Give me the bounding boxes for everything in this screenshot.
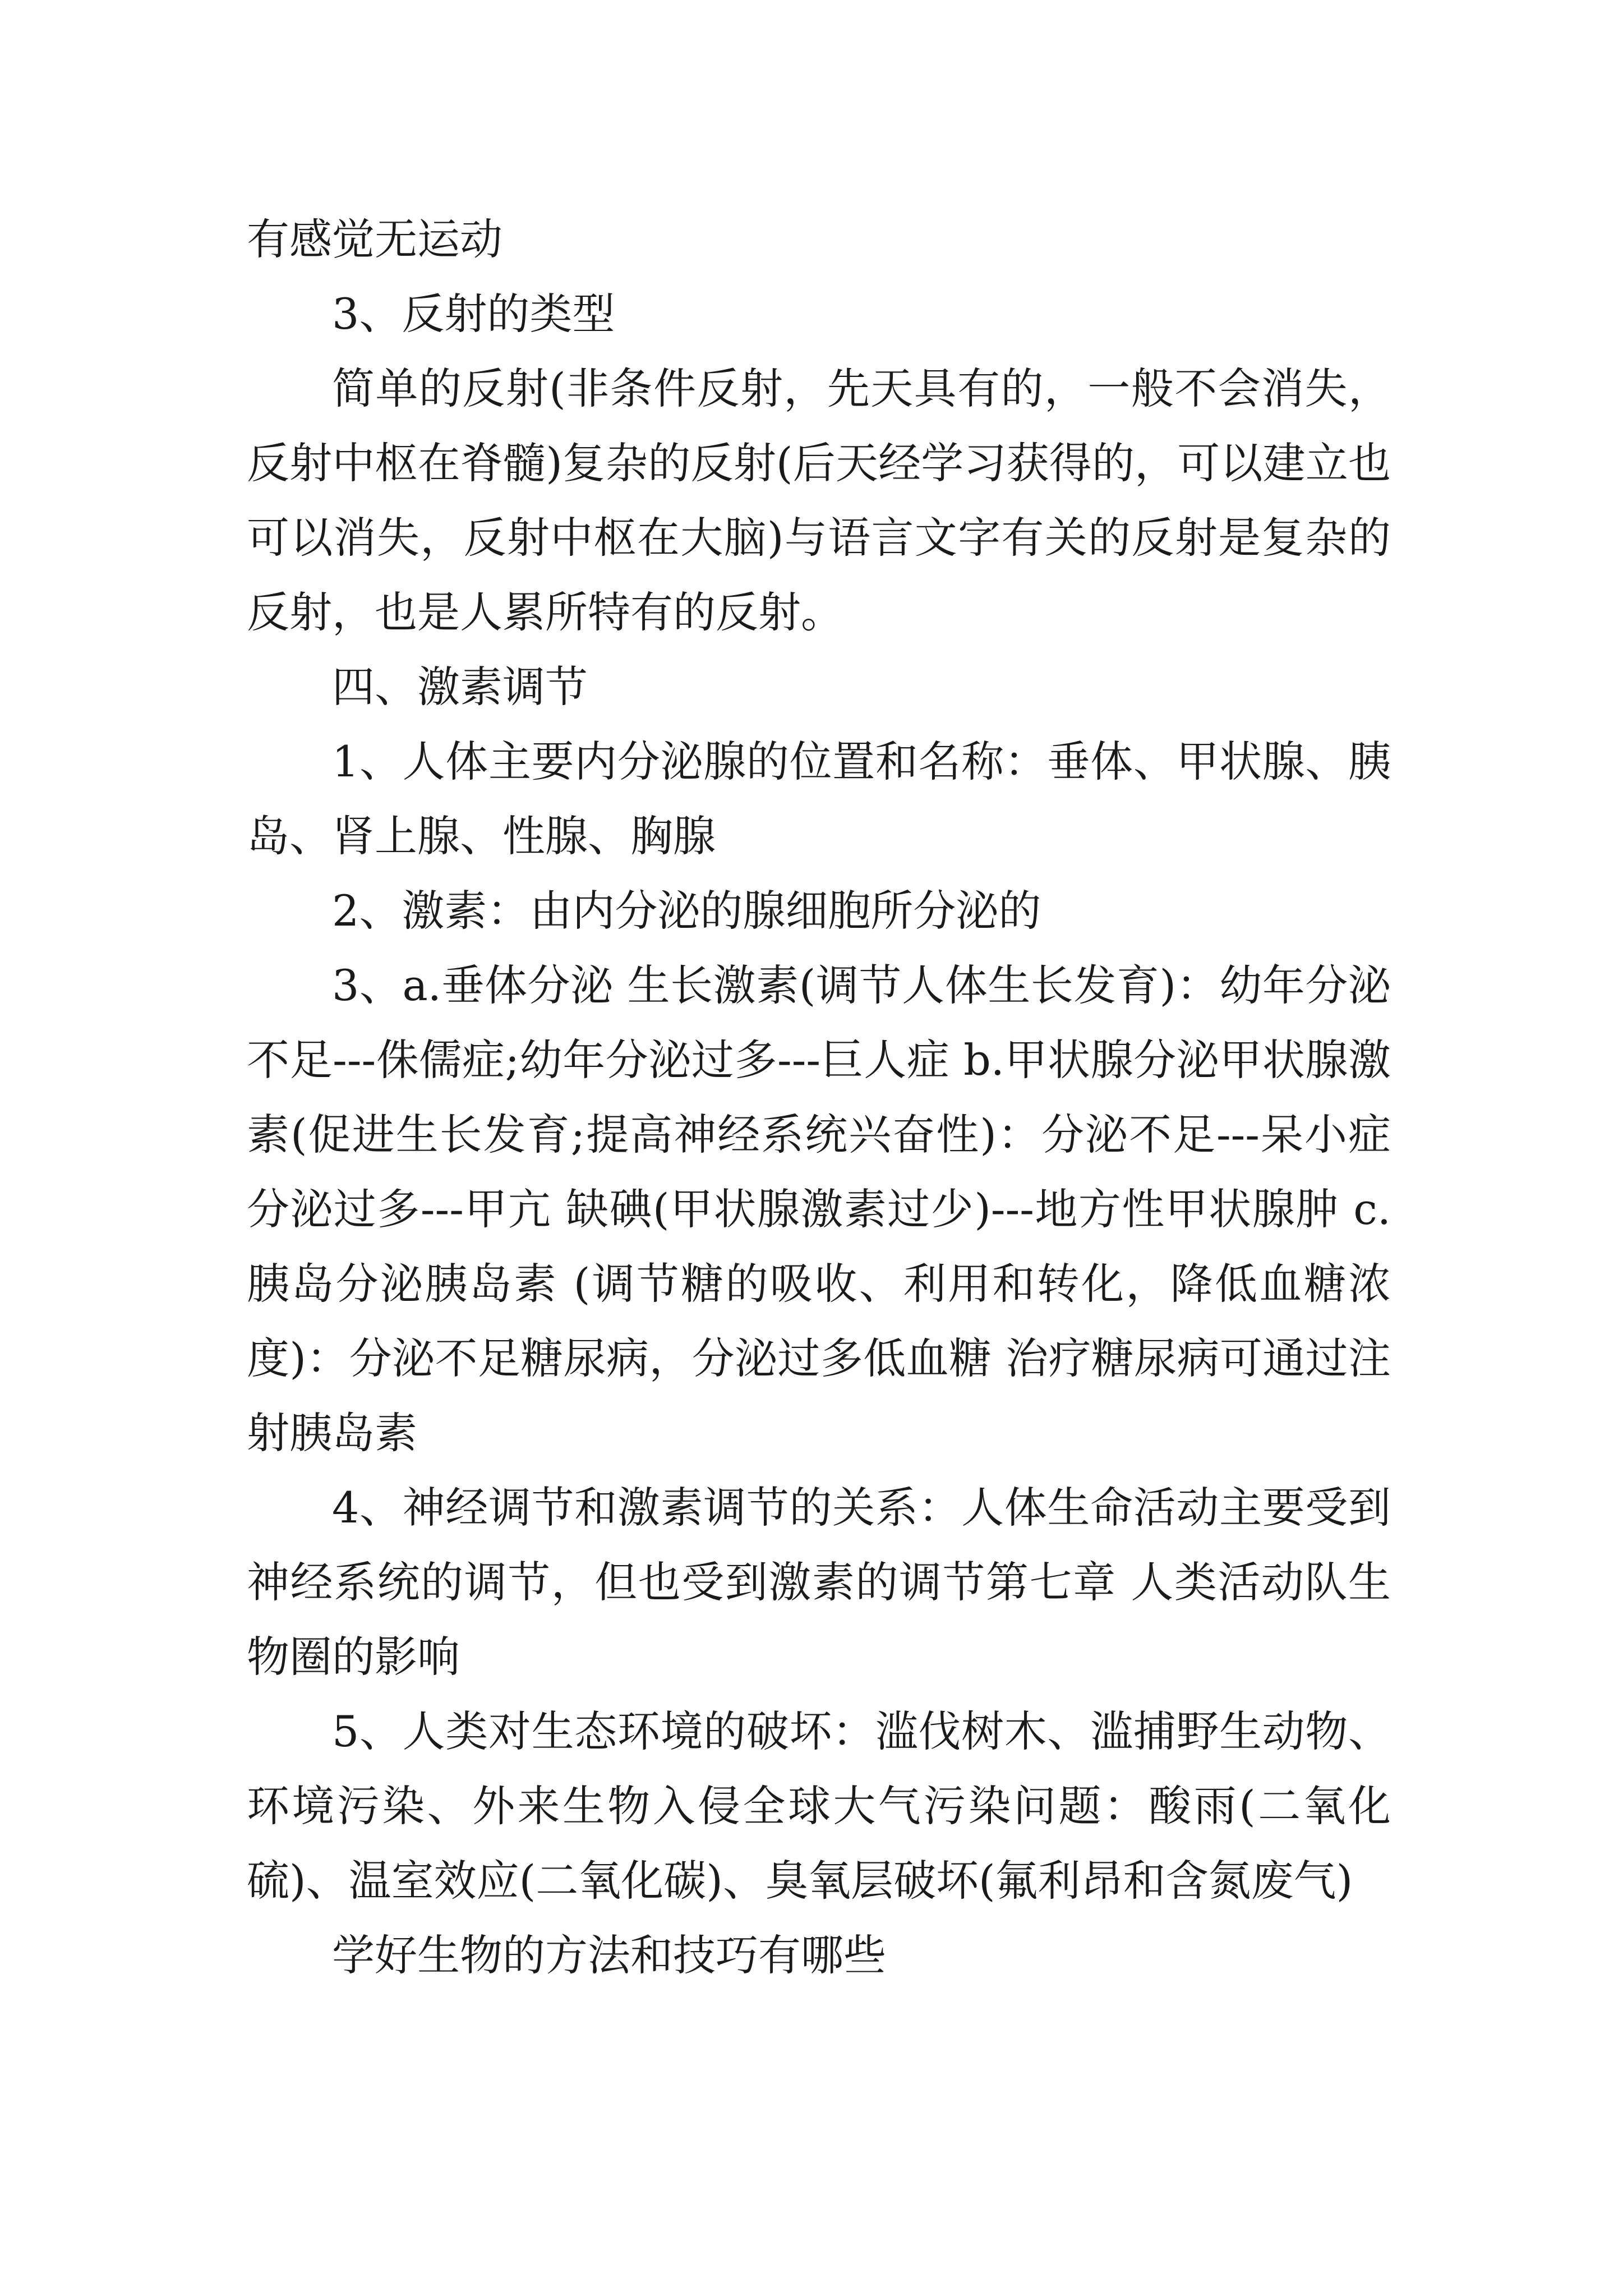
- paragraph-hormone-definition: 2、激素：由内分泌的腺细胞所分泌的: [332, 886, 1041, 936]
- paragraph-hormone-details: 3、a.垂体分泌 生长激素(调节人体生长发育)：幼年分泌不足---侏儒症;幼年分泌过多---巨人症 b.甲状腺分泌甲状腺激素(促进生长发育;提高神经系统兴奋性)：分泌不足---呆小症 分泌过多---甲亢 缺碘(甲状腺激素过少)---地方性甲状腺肿 c.胰岛分泌胰岛素 (调节糖的吸收、利用和转化，降低血糖浓度)：分泌不足糖尿病，分泌过多低血糖 治疗糖尿病可通过注射胰岛素: [247, 960, 1391, 1458]
- paragraph-reflex-types-heading: 3、反射的类型: [332, 289, 615, 339]
- paragraph-reflex-types-body: 简单的反射(非条件反射，先天具有的，一般不会消失，反射中枢在脊髓)复杂的反射(后天经学习获得的，可以建立也可以消失，反射中枢在大脑)与语言文字有关的反射是复杂的反射，也是人累所特有的反射。: [247, 364, 1391, 637]
- paragraph-nervous-hormone-relation: 4、神经调节和激素调节的关系：人体生命活动主要受到神经系统的调节，但也受到激素的调节第七章 人类活动队生物圈的影响: [247, 1483, 1391, 1682]
- paragraph-study-methods-title: 学好生物的方法和技巧有哪些: [332, 1930, 886, 1980]
- paragraph-endocrine-glands: 1、人体主要内分泌腺的位置和名称：垂体、甲状腺、胰岛、肾上腺、性腺、胸腺: [247, 737, 1391, 861]
- document-body: [247, 202, 1391, 1993]
- paragraph-environment-damage: 5、人类对生态环境的破坏：滥伐树木、滥捕野生动物、环境污染、外来生物入侵全球大气污染问题：酸雨(二氧化硫)、温室效应(二氧化碳)、臭氧层破坏(氟利昂和含氮废气): [247, 1706, 1391, 1906]
- paragraph-continuation: 有感觉无运动: [247, 214, 502, 264]
- section-heading-hormone-regulation: 四、激素调节: [332, 662, 588, 712]
